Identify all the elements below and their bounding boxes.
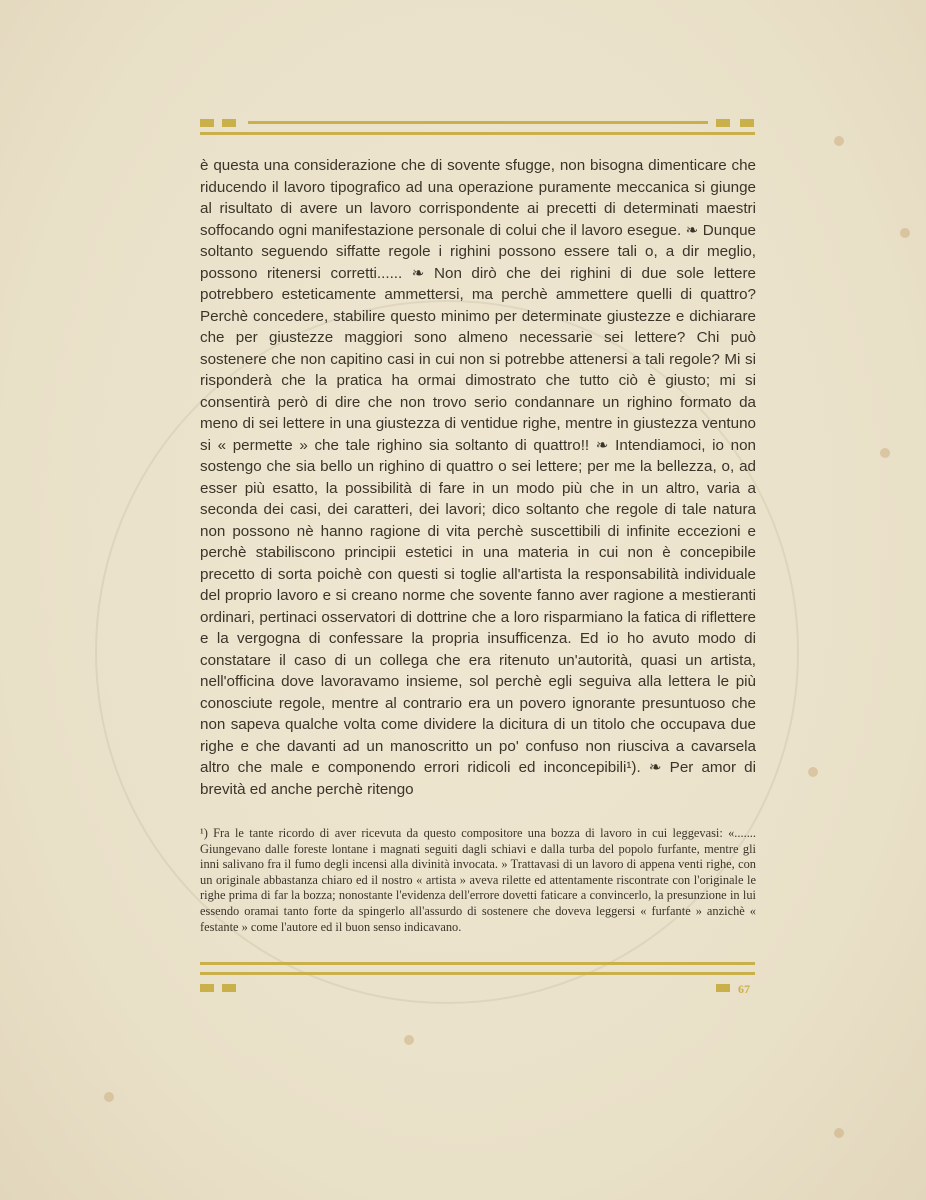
foxing-spot [404,1035,414,1045]
body-paragraph: è questa una considerazione che di sovente sfugge, non bisogna dimenticare che riducendo il lavoro tipografico ad una operazione puramente meccanica si giunge al risultato di avere un lavoro corrispondente ai precetti di determinati maestri soffocando ogni manifestazione personale di colui che il lavoro esegue. ❧ Dunque soltanto seguendo siffatte regole i righini possono essere tali o, a dir meglio, possono ritenersi corretti...... ❧ Non dirò che dei righini di due sole lettere potrebbero esteticamente ammettersi, ma perchè ammettere quelli di quattro? Perchè concedere, stabilire questo minimo per determinate giustezze e dichiarare che per giustezze maggiori sono almeno necessarie sei lettere? Chi può sostenere che non capitino casi in cui non si potrebbe attenersi a tali regole? Mi si risponderà che la pratica ha ormai dimostrato che tutto ciò è giusto; mi si consentirà però di dire che non trovo serio condannare un righino formato da meno di sei lettere in una giustezza di ventidue righe, mentre in giustezza ventuno si « permette » che tale righino sia soltanto di quattro!! ❧ Intendiamoci, io non sostengo che sia bello un righino di quattro o sei lettere; per me la bellezza, o, ad esser più esatto, la possibilità di fare in un modo più che in un altro, varia a seconda dei casi, dei caratteri, dei lavori; dico soltanto che regole di tale natura non possono nè hanno ragione di vita perchè suscettibili di infinite eccezioni e perchè stabiliscono principii estetici in una materia in cui non è concepibile precetto di sorta poichè con questi si toglie all'artista la responsabilità individuale del proprio lavoro e si creano norme che sovente fanno aver ragione a mestieranti ordinari, pertinaci osservatori di dottrine che a loro risparmiano la fatica di riflettere e la vergogna di confessare la propria insufficenza. Ed io ho avuto modo di constatare il caso di un collega che era ritenuto un'autorità, quasi un artista, nell'officina dove lavoravamo insieme, sol perchè egli seguiva alla lettera le più conosciute regole, mentre al contrario era un povero ignorante presuntuoso che non sapeva qualche volta come dividere la dicitura di un titolo che occupava due righe e che davanti ad un manoscritto un po' confuso non riusciva a cavarsela altro che male e componendo errori ridicoli ed inconcepibili¹). ❧ Per amor di brevità ed anche perchè ritengo [200,157,756,798]
ornament-line [200,132,755,135]
ornament-line [248,121,708,124]
top-ornament [200,116,755,140]
ornament-square [200,984,214,992]
foxing-spot [900,228,910,238]
foxing-spot [834,1128,844,1138]
ornament-line [200,972,755,975]
ornament-square [222,119,236,127]
foxing-spot [104,1092,114,1102]
ornament-square [740,119,754,127]
bottom-ornament [200,962,755,996]
ornament-line [200,962,755,965]
foxing-spot [834,136,844,146]
ornament-square [716,119,730,127]
foxing-spot [808,767,818,777]
footnote: ¹) Fra le tante ricordo di aver ricevuta da questo compositore una bozza di lavoro in cui leggevasi: «....... Giungevano dalle foreste lontane i magnati seguiti dagli schiavi e dalla turba del popolo furfante, mentre gli inni salivano fra il fumo degli incensi alla divinità invocata. » Trattavasi di un lavoro di appena venti righe, con un originale abbastanza chiaro ed il nostro « artista » aveva rilette ed attentamente riscontrate con l'originale le righe prima di far la bozza; nonostante l'evidenza dell'errore dovetti faticare a convincerlo, la presunzione in lui essendo oramai tanto forte da spingerlo all'assurdo di sostenere che doveva leggersi « furfante » anzichè « festante » come l'autore ed il buon senso indicavano. [200,826,756,934]
page-number: 67 [738,982,750,996]
foxing-spot [880,448,890,458]
ornament-square [200,119,214,127]
ornament-square [222,984,236,992]
ornament-square [716,984,730,992]
